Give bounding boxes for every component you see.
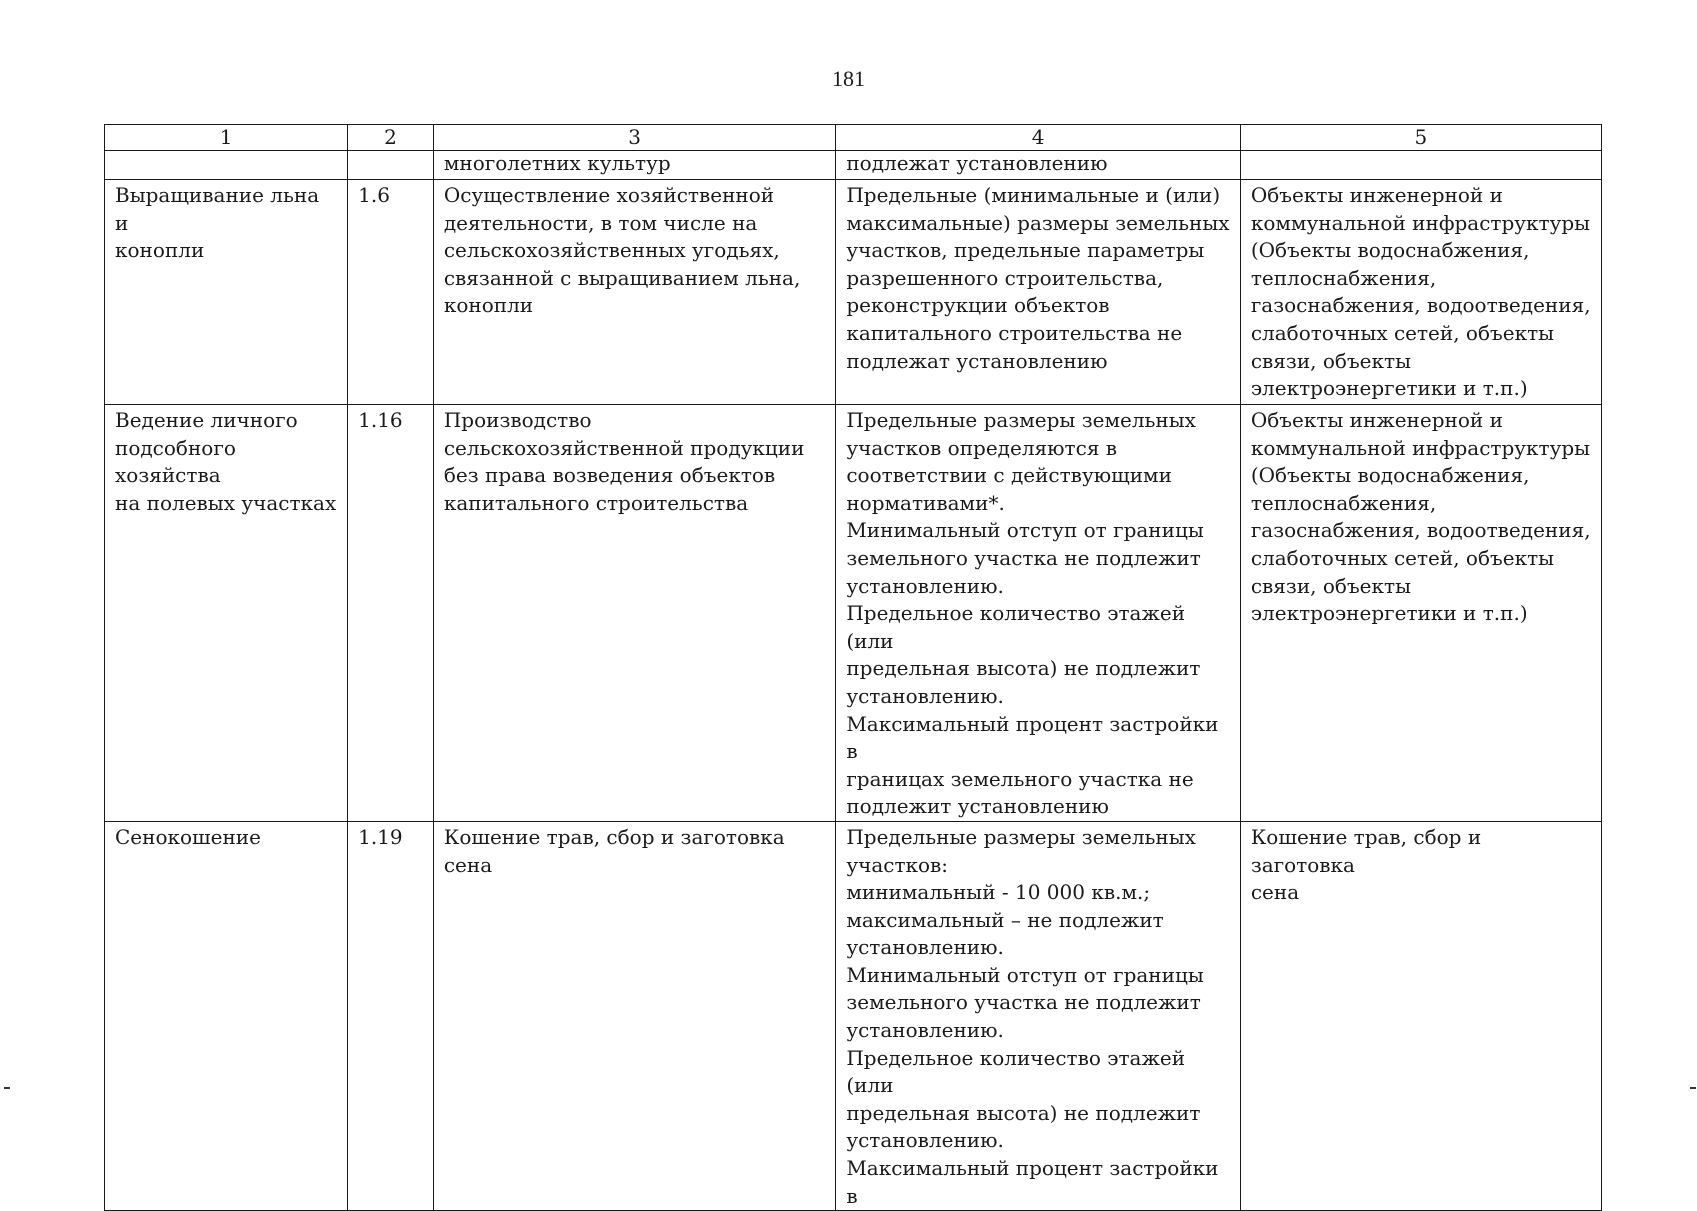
column-number-4: 4 (836, 125, 1241, 151)
scan-margin-mark (1690, 1087, 1696, 1089)
column-number-3: 3 (433, 125, 835, 151)
page-number: 181 (832, 66, 865, 91)
continuation-row (105, 151, 1602, 180)
cell-use-name: Ведение личного подсобного хозяйства на полевых участках (105, 405, 348, 822)
cell-use-name: Сенокошение (105, 821, 348, 1210)
cell-auxiliary-uses: Кошение трав, сбор и заготовка сена (1240, 821, 1601, 1210)
cell-auxiliary-uses: Объекты инженерной и коммунальной инфраструктуры (Объекты водоснабжения, теплоснабжения, газоснабжения, водоотведения, слаботочных сетей, объекты связи, объекты электроэнергетики и т.п.) (1240, 405, 1601, 822)
cell-use-description: Кошение трав, сбор и заготовка сена (433, 821, 835, 1210)
table-header-row (105, 125, 1602, 151)
cell-continuation-auxiliary (1240, 151, 1601, 180)
cell-continuation-code (348, 151, 434, 180)
cell-parameters: Предельные размеры земельных участков: минимальный - 10 000 кв.м.; максимальный – не подлежит установлению. Минимальный отступ от границы земельного участка не подлежит установлению. Предельное количество этажей (или предельная высота) не подлежит установлению. Максимальный процент застройки в (836, 821, 1241, 1210)
regulations-table (104, 124, 1602, 1211)
table-row (105, 821, 1602, 1210)
cell-continuation-name (105, 151, 348, 180)
table-row (105, 180, 1602, 405)
cell-use-description: Производство сельскохозяйственной продукции без права возведения объектов капитального строительства (433, 405, 835, 822)
cell-use-code: 1.6 (348, 180, 434, 405)
scan-margin-mark (4, 1087, 10, 1089)
table-row (105, 405, 1602, 822)
cell-use-name: Выращивание льна и конопли (105, 180, 348, 405)
column-number-1: 1 (105, 125, 348, 151)
cell-use-description: Осуществление хозяйственной деятельности, в том числе на сельскохозяйственных угодьях, связанной с выращиванием льна, конопли (433, 180, 835, 405)
cell-use-code: 1.19 (348, 821, 434, 1210)
cell-continuation-parameters: подлежат установлению (836, 151, 1241, 180)
cell-parameters: Предельные (минимальные и (или) максимальные) размеры земельных участков, предельные параметры разрешенного строительства, реконструкции объектов капитального строительства не подлежат установлению (836, 180, 1241, 405)
cell-parameters: Предельные размеры земельных участков определяются в соответствии с действующими нормативами*. Минимальный отступ от границы земельного участка не подлежит установлению. Предельное количество этажей (или предельная высота) не подлежит установлению. Максимальный процент застройки в границах земельного участка не подлежит установлению (836, 405, 1241, 822)
cell-auxiliary-uses: Объекты инженерной и коммунальной инфраструктуры (Объекты водоснабжения, теплоснабжения, газоснабжения, водоотведения, слаботочных сетей, объекты связи, объекты электроэнергетики и т.п.) (1240, 180, 1601, 405)
cell-continuation-description: многолетних культур (433, 151, 835, 180)
column-number-5: 5 (1240, 125, 1601, 151)
column-number-2: 2 (348, 125, 434, 151)
cell-use-code: 1.16 (348, 405, 434, 822)
